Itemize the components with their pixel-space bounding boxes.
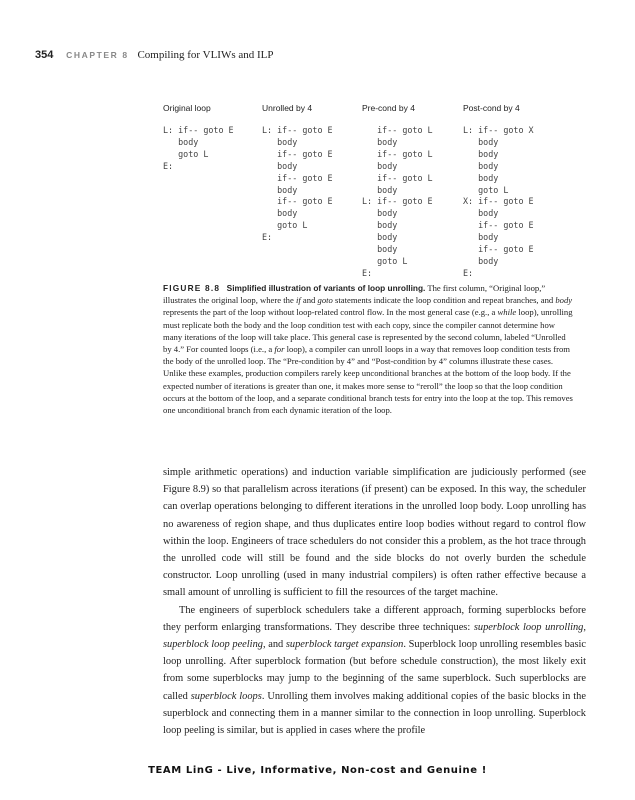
para-text: , and [262,639,286,651]
caption-emph: body [555,295,573,306]
para-text: . Unrolling them involves making additional copies of the basic blocks in the superblock and connecting them in a manner similar to the connection in loop unrolling. Superblock loop peeling is similar, but is applied in cases where the profile [163,690,586,737]
chapter-title: Compiling for VLIWs and ILP [137,49,274,61]
para-emph: superblock loops [190,690,262,702]
code-unrolled-by-4: L: if-- goto E body if-- goto E body if-- goto E body if-- goto E body goto L E: [262,125,333,243]
caption-emph: goto [317,295,333,306]
para-emph: superblock loop peeling [163,639,263,651]
caption-text: loop), unrolling must replicate both the body and the loop condition test with each copy, since the compiler cannot determine how many iterations of the loop will take place. This general case is represented by the second column, labeled “Unrolled by 4.” For counted loops (i.e., a [163,307,573,355]
body-text [163,464,586,739]
code-original-loop: L: if-- goto E body goto L E: [163,125,234,171]
para-text: The engineers of superblock schedulers take a different approach, forming superblocks before they perform enlarging transformations. They describe three techniques: [163,604,586,633]
caption-text: represents the part of the loop without loop-related control flow. In the most general case (e.g., a [163,307,498,318]
caption-text: statements indicate the loop condition and repeat branches, and [332,295,556,306]
code-precond-by-4: if-- goto L body if-- goto L body if-- goto L body L: if-- goto E body body body body goto L E: [362,125,433,278]
caption-text: The first column, “Original loop,” illustrates the original loop, where the [163,283,546,306]
column-title-precond: Pre-cond by 4 [362,103,415,113]
para-text: , [583,621,586,633]
para-emph: superblock target expansion [285,639,404,651]
caption-text: and [300,295,318,306]
figure-caption [163,282,575,416]
running-header [35,49,274,61]
page-number: 354 [35,49,54,61]
chapter-label: CHAPTER 8 [66,50,129,60]
column-title-original: Original loop [163,103,211,113]
para-text: . Superblock loop unrolling resembles basic loop unrolling. After superblock formation (but before schedule construction), the most likely exit from some superblocks may jump to the beginning of the same superblock. Such superblocks are called [163,639,586,702]
footer-watermark: TEAM LinG - Live, Informative, Non-cost and Genuine ! [148,765,487,776]
figure-label: FIGURE 8.8 [163,283,221,293]
paragraph: simple arithmetic operations) and induction variable simplification are judiciously performed (see Figure 8.9) so that parallelism across iterations (if present) can be exposed. In this way, the scheduler can overlap operations belonging to different iterations in the unrolled loop body. Loop unrolling has no awareness of region shape, and thus duplicates entire loop bodies without regard to control flow within the loop. Engineers of trace schedulers do not consider this a problem, as the hot trace through the unrolled code will still be found and the side blocks do not overly burden the schedule constructor. Loop unrolling (used in many industrial compilers) is often rather effective because a small amount of unrolling is sufficient to fill the resources of the target machine. [163,467,586,599]
para-emph: superblock loop unrolling [473,621,584,633]
paragraph [163,602,586,740]
caption-emph: while [497,307,517,318]
caption-emph: for [274,344,285,355]
column-title-postcond: Post-cond by 4 [463,103,520,113]
code-postcond-by-4: L: if-- goto X body body body body goto L X: if-- goto E body if-- goto E body if-- goto E body E: [463,125,534,278]
column-title-unrolled: Unrolled by 4 [262,103,313,113]
caption-emph: if [295,295,301,306]
caption-text: loop), a compiler can unroll loops in a way that removes loop condition tests from the body of the unrolled loop. The “Pre-condition by 4” and “Post-condition by 4” columns illustrate these cases. Unlike these examples, production compilers rarely keep unconditional branches at the bottom of the loop body. If the expected number of iterations is greater than one, it makes more sense to “reroll” the loop so that the loop condition occurs at the bottom of the loop, and a separate conditional branch tests for entry into the loop at the top. This removes one unconditional branch from each dynamic iteration of the loop. [163,344,573,416]
figure-title: Simplified illustration of variants of loop unrolling. [226,283,426,293]
